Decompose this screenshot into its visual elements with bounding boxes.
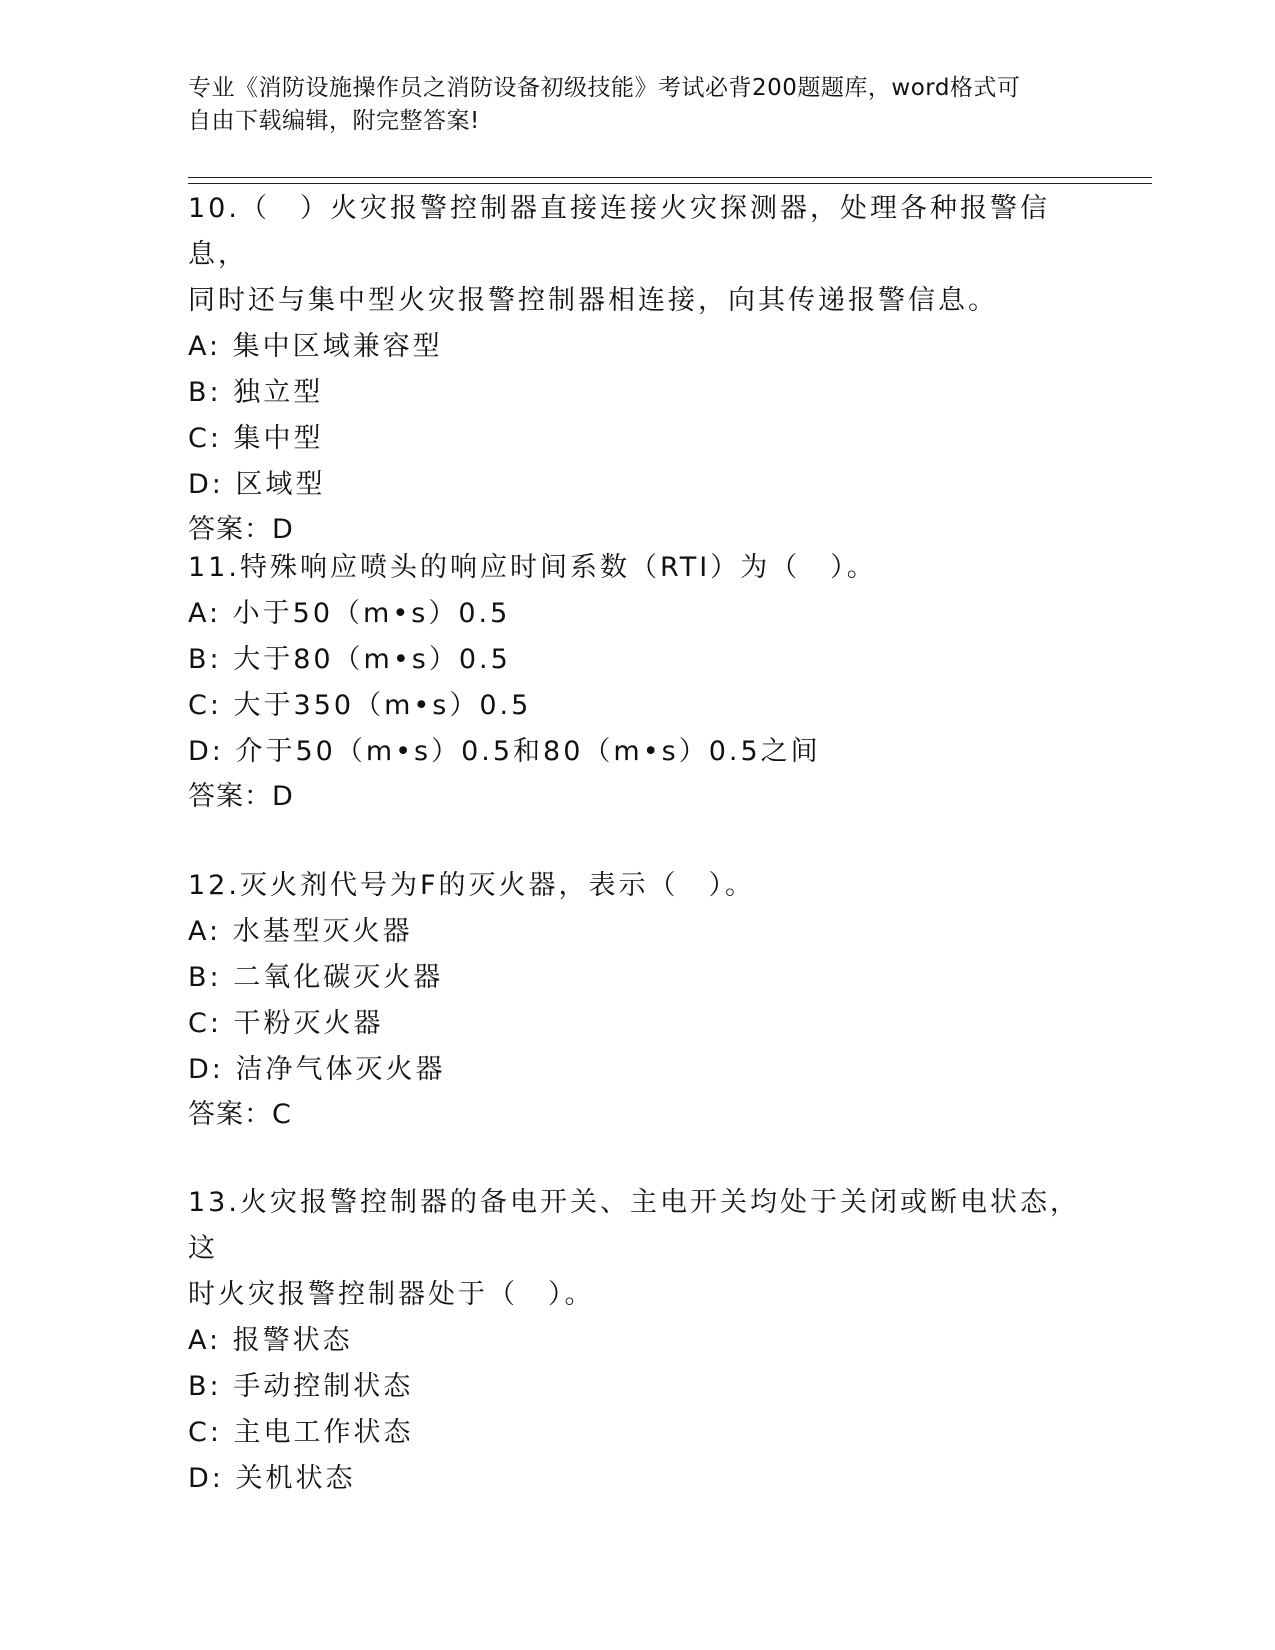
question-stem-line: 时火灾报警控制器处于（ ）。: [188, 1279, 595, 1310]
question-stem-line: 13.火灾报警控制器的备电开关、主电开关均处于关闭或断电状态，这: [188, 1187, 1080, 1264]
question-stem-line: 12.灭火剂代号为F的灭火器，表示（ ）。: [188, 870, 755, 901]
header-line-2: 自由下载编辑，附完整答案!: [188, 108, 480, 134]
header-divider-top: [188, 177, 1152, 178]
option-b: B: 独立型: [188, 377, 324, 408]
answer-line: 答案：D: [188, 781, 294, 812]
option-b: B: 二氧化碳灭火器: [188, 962, 444, 993]
header-divider-bottom: [188, 183, 1152, 184]
header-line-1: 专业《消防设施操作员之消防设备初级技能》考试必背200题题库，word格式可: [188, 75, 1021, 101]
option-d: D: 介于50（m•s）0.5和80（m•s）0.5之间: [188, 736, 821, 767]
option-c: C: 集中型: [188, 423, 324, 454]
question-stem-line: 10.（ ）火灾报警控制器直接连接火灾探测器，处理各种报警信息，: [188, 193, 1050, 270]
option-c: C: 主电工作状态: [188, 1417, 414, 1448]
option-b: B: 大于80（m•s）0.5: [188, 644, 511, 675]
question-13: [188, 1180, 1088, 1502]
document-header: [188, 72, 1068, 138]
question-10: [188, 186, 1088, 552]
option-c: C: 干粉灭火器: [188, 1008, 384, 1039]
question-11: [188, 545, 1088, 819]
option-c: C: 大于350（m•s）0.5: [188, 690, 532, 721]
option-a: A: 小于50（m•s）0.5: [188, 598, 511, 629]
option-d: D: 洁净气体灭火器: [188, 1054, 446, 1085]
option-d: D: 关机状态: [188, 1463, 356, 1494]
question-12: [188, 863, 1088, 1137]
option-d: D: 区域型: [188, 469, 326, 500]
option-a: A: 集中区域兼容型: [188, 331, 443, 362]
question-stem-line: 11.特殊响应喷头的响应时间系数（RTI）为（ ）。: [188, 552, 877, 583]
answer-line: 答案：C: [188, 1099, 292, 1130]
answer-line: 答案：D: [188, 514, 294, 545]
option-b: B: 手动控制状态: [188, 1371, 414, 1402]
question-stem-line: 同时还与集中型火灾报警控制器相连接，向其传递报警信息。: [188, 285, 998, 316]
option-a: A: 水基型灭火器: [188, 916, 413, 947]
option-a: A: 报警状态: [188, 1325, 353, 1356]
